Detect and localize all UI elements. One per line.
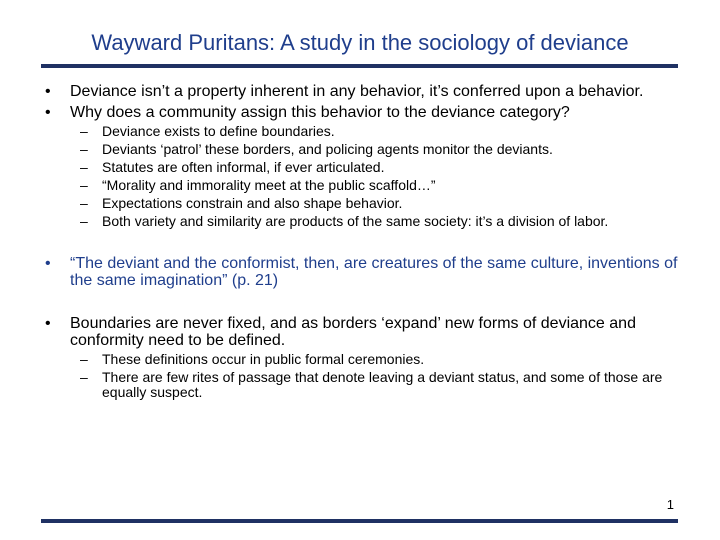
sub-bullet-marker: – — [80, 213, 88, 229]
quote-bullet-item — [0, 255, 720, 289]
sub-bullet-marker: – — [80, 195, 88, 211]
title-divider — [41, 64, 678, 68]
sub-bullet-item — [0, 178, 720, 193]
sub-bullet-item — [0, 124, 720, 139]
sub-bullet-marker: – — [80, 159, 88, 175]
sub-bullet-item — [0, 142, 720, 157]
sub-bullet-item — [0, 160, 720, 175]
sub-bullet-text: Deviance exists to define boundaries. — [102, 123, 335, 139]
sub-bullet-marker: – — [80, 141, 88, 157]
slide-title: Wayward Puritans: A study in the sociology of deviance — [91, 30, 629, 55]
sub-bullet-text: Expectations constrain and also shape behavior. — [102, 195, 403, 211]
bullet-text: Deviance isn’t a property inherent in any behavior, it’s conferred upon a behavior. — [70, 83, 644, 100]
quote-text: “The deviant and the conformist, then, are creatures of the same culture, inventions of the same imagination” (p. 21) — [70, 255, 678, 289]
bullet-item — [0, 315, 720, 349]
footer-divider — [41, 519, 678, 523]
bullet-marker: • — [45, 104, 51, 121]
sub-bullet-text: Statutes are often informal, if ever articulated. — [102, 159, 385, 175]
page-number: 1 — [666, 497, 674, 512]
sub-bullet-marker: – — [80, 177, 88, 193]
sub-bullet-item — [0, 352, 720, 367]
bullet-marker: • — [45, 83, 51, 100]
bullet-marker: • — [45, 255, 51, 272]
bullet-text: Boundaries are never fixed, and as borders ‘expand’ new forms of deviance and conformity need to be defined. — [70, 315, 636, 349]
bullet-item — [0, 104, 720, 121]
sub-bullet-text: There are few rites of passage that denote leaving a deviant status, and some of those are equally suspect. — [102, 369, 663, 400]
sub-bullet-item — [0, 196, 720, 211]
slide-body — [0, 83, 720, 400]
sub-bullet-marker: – — [80, 369, 88, 385]
sub-bullet-item — [0, 214, 720, 229]
sub-bullet-item — [0, 370, 720, 400]
bullet-item — [0, 83, 720, 100]
sub-bullet-marker: – — [80, 123, 88, 139]
sub-bullet-text: Both variety and similarity are products of the same society: it’s a division of labor. — [102, 213, 609, 229]
sub-bullet-marker: – — [80, 351, 88, 367]
sub-bullet-text: Deviants ‘patrol’ these borders, and policing agents monitor the deviants. — [102, 141, 553, 157]
sub-bullet-text: These definitions occur in public formal ceremonies. — [102, 351, 425, 367]
bullet-text: Why does a community assign this behavior to the deviance category? — [70, 104, 570, 121]
bullet-marker: • — [45, 315, 51, 332]
sub-bullet-text: “Morality and immorality meet at the public scaffold…” — [102, 177, 436, 193]
